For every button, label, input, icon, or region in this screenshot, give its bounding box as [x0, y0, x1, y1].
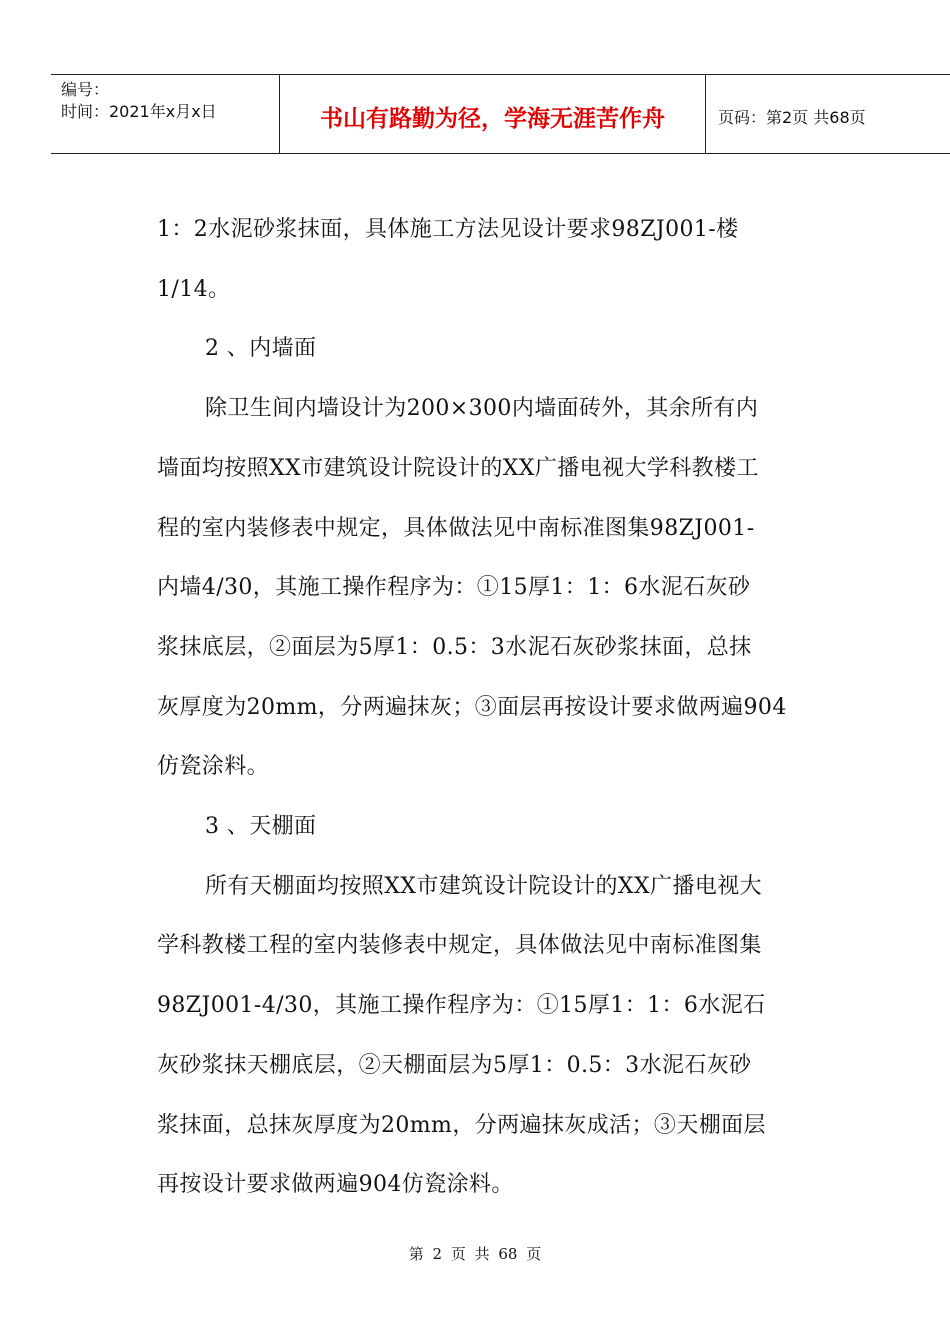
header-meta: [51, 75, 280, 153]
body-line: 浆抹面，总抹灰厚度为20mm，分两遍抹灰成活；③天棚面层: [157, 1112, 766, 1138]
section-heading-ceiling: 3 、天棚面: [205, 814, 317, 840]
body-line: 墙面均按照XX市建筑设计院设计的XX广播电视大学科教楼工: [157, 455, 759, 481]
body-line: 仿瓷涂料。: [157, 754, 270, 780]
body-line: 浆抹底层，②面层为5厚1：0.5：3水泥石灰砂浆抹面，总抹: [157, 634, 752, 660]
body-line: 灰砂浆抹天棚底层，②天棚面层为5厚1：0.5：3水泥石灰砂: [157, 1052, 752, 1078]
document-body: [157, 200, 857, 1215]
body-line: 1：2水泥砂浆抹面，具体施工方法见设计要求98ZJ001-楼: [157, 217, 739, 242]
page-header: [51, 74, 950, 154]
page-footer: 第 2 页 共 68 页: [408, 1245, 542, 1263]
document-number-label: 编号：: [61, 80, 110, 99]
body-line: 再按设计要求做两遍904仿瓷涂料。: [157, 1172, 514, 1198]
body-line: 学科教楼工程的室内装修表中规定，具体做法见中南标准图集: [157, 933, 762, 959]
section-heading-inner-wall: 2 、内墙面: [205, 336, 317, 362]
body-line: 1/14。: [157, 276, 231, 302]
body-line: 除卫生间内墙设计为200×300内墙面砖外，其余所有内: [205, 396, 759, 422]
body-line: 程的室内装修表中规定，具体做法见中南标准图集98ZJ001-: [157, 515, 755, 541]
body-line: 灰厚度为20mm，分两遍抹灰；③面层再按设计要求做两遍904: [157, 694, 787, 720]
document-date: 时间：2021年x月x日: [61, 102, 217, 121]
header-motto: 书山有路勤为径，学海无涯苦作舟: [280, 75, 706, 153]
body-line: 内墙4/30，其施工操作程序为：①15厚1：1：6水泥石灰砂: [157, 575, 751, 601]
body-line: 所有天棚面均按照XX市建筑设计院设计的XX广播电视大: [205, 873, 763, 899]
header-page-info: 页码：第2页 共68页: [718, 107, 866, 127]
body-line: 98ZJ001-4/30，其施工操作程序为：①15厚1：1：6水泥石: [157, 993, 766, 1019]
